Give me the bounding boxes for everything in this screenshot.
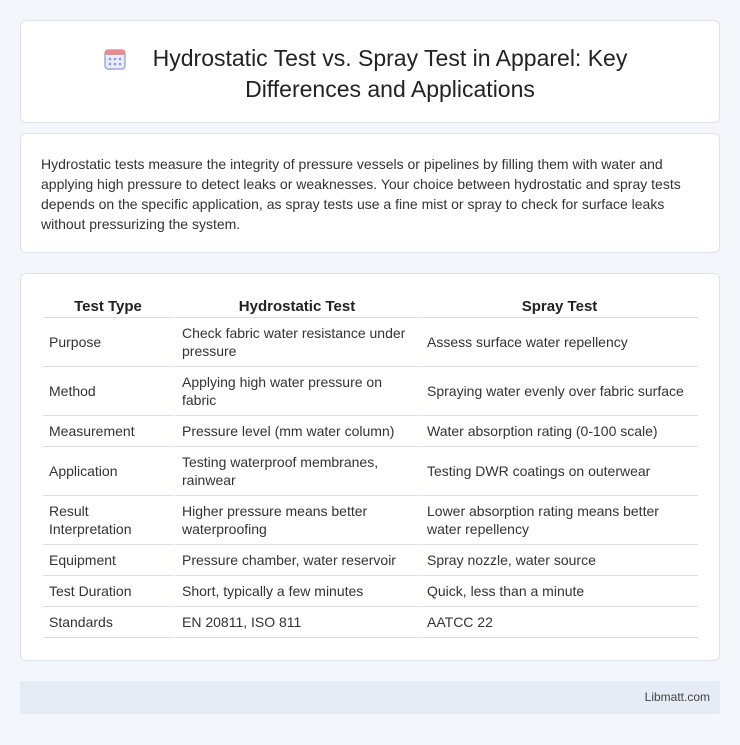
intro-paragraph: Hydrostatic tests measure the integrity of pressure vessels or pipelines by filling them with water and applying high pressure to detect leaks or weaknesses. Your choice between hydrostatic and spray tests depends on the specific application, as spray tests use a fine mist or spray to check for surface leaks without pressurizing the system.: [41, 156, 681, 232]
table-row: [43, 607, 698, 638]
spray-cell: Testing DWR coatings on outerwear: [418, 447, 698, 496]
table-row: [43, 367, 698, 416]
table-row: [43, 416, 698, 447]
row-label: Purpose: [43, 318, 173, 367]
table-header-row: [43, 296, 698, 318]
row-label: Application: [43, 447, 173, 496]
table-row: [43, 576, 698, 607]
table-row: [43, 447, 698, 496]
row-label: Test Duration: [43, 576, 173, 607]
comparison-table: [43, 296, 698, 638]
hydrostatic-cell: Short, typically a few minutes: [173, 576, 418, 607]
page-title: Hydrostatic Test vs. Spray Test in Apparel: Key Differences and Applications: [152, 45, 628, 102]
hydrostatic-cell: EN 20811, ISO 811: [173, 607, 418, 638]
header-spray: Spray Test: [418, 296, 698, 318]
row-label: Equipment: [43, 545, 173, 576]
table-row: [43, 318, 698, 367]
title-card: [20, 20, 720, 123]
spray-cell: Water absorption rating (0-100 scale): [418, 416, 698, 447]
intro-card: [20, 133, 720, 253]
spray-cell: Spray nozzle, water source: [418, 545, 698, 576]
hydrostatic-cell: Pressure chamber, water reservoir: [173, 545, 418, 576]
spray-cell: Spraying water evenly over fabric surface: [418, 367, 698, 416]
comparison-card: [20, 273, 720, 661]
table-row: [43, 496, 698, 545]
row-label: Measurement: [43, 416, 173, 447]
hydrostatic-cell: Testing waterproof membranes, rainwear: [173, 447, 418, 496]
hydrostatic-cell: Check fabric water resistance under pressure: [173, 318, 418, 367]
header-test-type: Test Type: [43, 296, 173, 318]
spray-cell: Assess surface water repellency: [418, 318, 698, 367]
row-label: Standards: [43, 607, 173, 638]
header-hydrostatic: Hydrostatic Test: [173, 296, 418, 318]
row-label: Method: [43, 367, 173, 416]
footer-brand-link[interactable]: Libmatt.com: [644, 690, 710, 704]
row-label: Result Interpretation: [43, 496, 173, 545]
hydrostatic-cell: Applying high water pressure on fabric: [173, 367, 418, 416]
table-row: [43, 545, 698, 576]
spray-cell: AATCC 22: [418, 607, 698, 638]
footer: [20, 681, 720, 714]
spray-cell: Lower absorption rating means better water repellency: [418, 496, 698, 545]
hydrostatic-cell: Higher pressure means better waterproofing: [173, 496, 418, 545]
hydrostatic-cell: Pressure level (mm water column): [173, 416, 418, 447]
spray-cell: Quick, less than a minute: [418, 576, 698, 607]
